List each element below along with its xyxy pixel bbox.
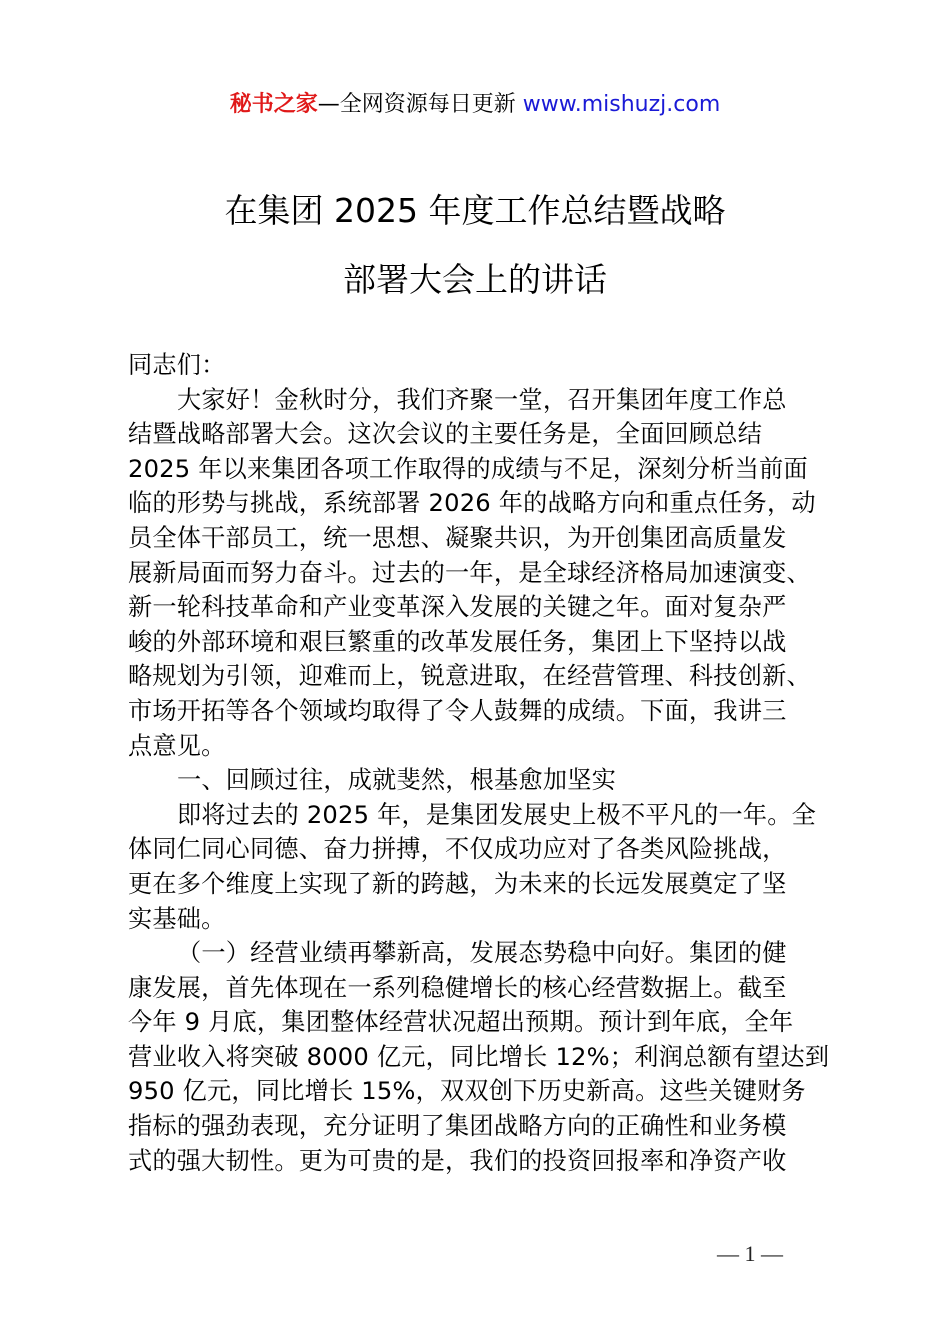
body-line: 峻的外部环境和艰巨繁重的改革发展任务，集团上下坚持以战	[128, 627, 787, 656]
document-title-line-1: 在集团 2025 年度工作总结暨战略	[224, 191, 726, 230]
brand-name: 秘书之家	[229, 92, 318, 117]
body-line: 市场开拓等各个领域均取得了令人鼓舞的成绩。下面，我讲三	[128, 696, 787, 725]
body-line: 2025 年以来集团各项工作取得的成绩与不足，深刻分析当前面	[128, 454, 808, 483]
body-line: 略规划为引领，迎难而上，锐意进取，在经营管理、科技创新、	[128, 662, 811, 691]
body-line: 更在多个维度上实现了新的跨越，为未来的长远发展奠定了坚	[128, 869, 787, 898]
body-line: 员全体干部员工，统一思想、凝聚共识，为开创集团高质量发	[128, 523, 787, 552]
salutation: 同志们：	[128, 351, 226, 379]
body-line: 结暨战略部署大会。这次会议的主要任务是，全面回顾总结	[128, 420, 763, 449]
body-line: 950 亿元，同比增长 15%，双双创下历史新高。这些关键财务	[128, 1077, 806, 1106]
subsection-heading-line: （一）经营业绩再攀新高，发展态势稳中向好。集团的健	[177, 939, 787, 968]
site-link[interactable]: www.mishuzj.com	[522, 92, 721, 117]
body-line: 大家好！金秋时分，我们齐聚一堂，召开集团年度工作总	[177, 385, 787, 414]
body-line: 点意见。	[128, 731, 226, 760]
body-line: 实基础。	[128, 904, 226, 933]
body-line: 临的形势与挑战，系统部署 2026 年的战略方向和重点任务，动	[128, 489, 816, 518]
page-number: — 1 —	[717, 1241, 783, 1266]
body-line: 即将过去的 2025 年，是集团发展史上极不平凡的一年。全	[177, 800, 817, 829]
document-title-line-2: 部署大会上的讲话	[343, 260, 607, 299]
body-line: 式的强大韧性。更为可贵的是，我们的投资回报率和净资产收	[128, 1146, 787, 1175]
body-line: 指标的强劲表现，充分证明了集团战略方向的正确性和业务模	[128, 1112, 787, 1141]
body-line: 今年 9 月底，集团整体经营状况超出预期。预计到年底，全年	[128, 1008, 794, 1037]
section-heading: 一、回顾过往，成就斐然，根基愈加坚实	[177, 766, 616, 795]
body-line: 新一轮科技革命和产业变革深入发展的关键之年。面对复杂严	[128, 593, 787, 622]
site-header	[0, 88, 950, 122]
header-tagline: —全网资源每日更新	[317, 92, 516, 117]
body-line: 展新局面而努力奋斗。过去的一年，是全球经济格局加速演变、	[128, 558, 811, 587]
document-body	[128, 348, 838, 1178]
body-line: 营业收入将突破 8000 亿元，同比增长 12%；利润总额有望达到	[128, 1042, 830, 1071]
body-line: 康发展，首先体现在一系列稳健增长的核心经营数据上。截至	[128, 973, 787, 1002]
body-line: 体同仁同心同德、奋力拼搏，不仅成功应对了各类风险挑战，	[128, 835, 787, 864]
